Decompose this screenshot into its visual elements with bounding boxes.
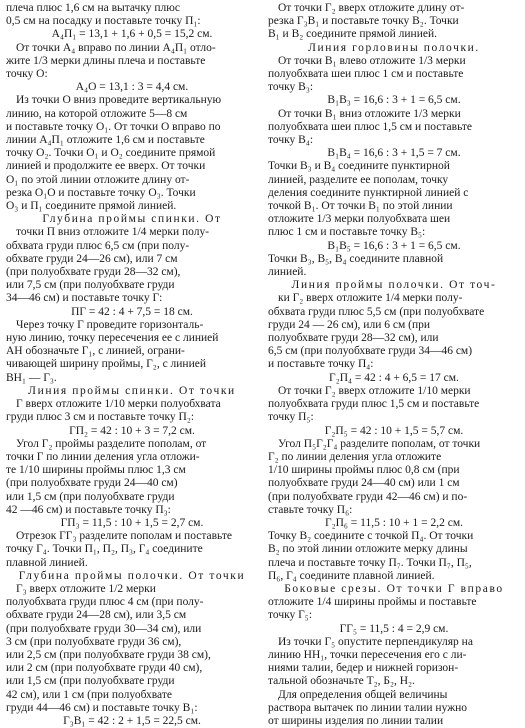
text-line: ниями талии, бедер и нижней горизон-	[268, 662, 459, 675]
text-line: или 7,5 см (при полуобхвате груди	[6, 279, 175, 292]
formula-line: ГГ₅ = 11,5 : 4 = 2,9 см.	[339, 622, 449, 635]
text-line: или 2,5 см (при полуобхвате груди 38 см),	[6, 648, 211, 661]
section-heading-line: Линия проймы спинки. От точки	[28, 384, 236, 397]
text-line: Из точки Г₅ опустите перпендикуляр на	[278, 635, 473, 648]
text-line: О₃ и П₁ соедините прямой линией.	[6, 200, 177, 213]
text-line: отложите 1/3 мерки полуобхвата шеи	[268, 213, 451, 226]
text-line: точку О:	[6, 68, 48, 81]
text-line: полуобхвата шеи плюс 1,5 см и поставьте	[268, 120, 473, 133]
text-line: груди 44—46 см) и поставьте точку В₁:	[6, 701, 198, 714]
text-line: 34—46 см) и поставьте точку Г:	[6, 292, 163, 305]
text-line: плавной линией.	[6, 556, 88, 569]
left-text-column	[6, 2, 258, 727]
formula-line: ПГ = 42 : 4 + 7,5 = 18 см.	[71, 305, 193, 318]
text-line: От точки Г₂ вверх отложите 1/10 мерки	[278, 384, 471, 397]
text-line: от ширины изделия по линии талии	[268, 714, 444, 727]
text-line: (при полуобхвате груди 42—46 см) и по-	[268, 490, 468, 503]
text-line: Через точку Г проведите горизонталь-	[16, 318, 204, 331]
text-line: П₆, Г₄ соедините плавной линией.	[268, 569, 435, 582]
text-line: точку Г₅:	[268, 609, 313, 622]
text-line: деления соедините пунктирной линией с	[268, 186, 469, 199]
text-line: груди плюс 3 см и поставьте точку П₂:	[6, 411, 195, 424]
text-line: АН обозначьте Г₁, с линией, ограни-	[6, 345, 185, 358]
text-line: линию НН₁, точки пересечения его с ли-	[268, 648, 467, 661]
text-line: Для определения общей величины	[278, 688, 448, 701]
text-line: линией, разделите ее пополам, точку	[268, 173, 449, 186]
text-line: В₁ и В₂ соедините прямой линией.	[268, 28, 437, 41]
text-line: полуобхвата груди плюс 4 см (при полу-	[6, 596, 204, 609]
text-line: ки Г₂ вверх отложите 1/4 мерки полу-	[278, 292, 463, 305]
section-heading-line: Глубина проймы спинки. От	[42, 213, 222, 226]
text-line: жите 1/3 мерки длины плеча и поставьте	[6, 54, 206, 67]
text-line: плеча плюс 1,6 см на вытачку плюс	[6, 2, 180, 14]
text-line: ВН₁ — Г₃.	[6, 371, 57, 384]
formula-line: В₁В₅ = 16,6 : 3 + 1 = 6,5 см.	[327, 239, 461, 252]
text-line: обхвата груди плюс 5,5 см (при полуобхвате	[268, 305, 485, 318]
text-line: резка Г₃В₁ и поставьте точку В₂. Точки	[268, 15, 459, 28]
text-line: точки Г по линии деления угла отложи-	[6, 450, 200, 463]
text-line: отложите 1/4 ширины проймы и поставьте	[268, 596, 477, 609]
text-line: линией и продолжите ее вверх. От точки	[6, 160, 206, 173]
text-line: точку О₂. Точки О₁ и О₂ соедините прямой	[6, 147, 216, 160]
formula-line: ГП₃ = 11,5 : 10 + 1,5 = 2,7 см.	[60, 516, 204, 529]
text-line: Г₂ по линии деления угла отложите	[268, 450, 442, 463]
section-heading-line: Глубина проймы полочки. От точки	[18, 569, 246, 582]
text-line: ную линию, точку пересечения ее с линией	[6, 332, 219, 345]
text-line: От точки А₄ вправо по линии А₄П₁ отло-	[16, 41, 216, 54]
formula-line: А₄П₁ = 13,1 + 1,6 + 0,5 = 15,2 см.	[51, 28, 213, 41]
text-line: Точку В₂ соедините с точкой П₄. От точки	[268, 530, 474, 543]
text-line: груди 24 — 26 см), или 6 см (при	[268, 318, 430, 331]
text-line: От точки В₁ влево отложите 1/3 мерки	[278, 54, 466, 67]
text-line: точку В₃:	[268, 81, 314, 94]
text-line: те 1/10 ширины проймы плюс 1,3 см	[6, 464, 186, 477]
text-line: плеча и поставьте точку П₇. Точки П₇, П₅,	[268, 556, 472, 569]
formula-line: Г₂П₅ = 42 : 10 + 1,5 = 5,7 см.	[324, 424, 464, 437]
text-line: О₁ по этой линии отложите длину от-	[6, 173, 190, 186]
text-line: точку П₅:	[268, 411, 314, 424]
text-line: и поставьте точку О₁. От точки О вправо по	[6, 120, 221, 133]
text-line: От точки Г₂ вверх отложите длину от-	[278, 2, 465, 14]
formula-line: В₁В₃ = 16,6 : 3 + 1 = 6,5 см.	[327, 94, 461, 107]
text-line: или 1,5 см (при полуобхвате груди	[6, 675, 175, 688]
formula-line: Г₂П₆ = 11,5 : 10 + 1 = 2,2 см.	[324, 516, 464, 529]
text-line: полуобхвата шеи плюс 1 см и поставьте	[268, 68, 464, 81]
text-line: Точки В₃, В₅, В₄ соедините плавной	[268, 252, 444, 265]
formula-line: Г₂П₄ = 42 : 4 + 6,5 = 17 см.	[329, 371, 459, 384]
text-line: Отрезок ГГ₃ разделите пополам и поставьте	[16, 530, 232, 543]
text-line: точку В₄:	[268, 134, 314, 147]
formula-line: Г₃В₁ = 42 : 2 + 1,5 = 22,5 см.	[63, 714, 201, 727]
text-line: Г вверх отложите 1/10 мерки полуобхвата	[16, 398, 221, 411]
text-line: Г₃ вверх отложите 1/2 мерки	[16, 582, 156, 595]
formula-line: В₁В₄ = 16,6 : 3 + 1,5 = 7 см.	[327, 147, 461, 160]
text-line: раствора вытачек по линии талии нужно	[268, 701, 468, 714]
text-line: полуобхвате груди 28—32 см), или	[268, 332, 439, 345]
text-line: 1/10 ширины проймы плюс 0,8 см (при	[268, 464, 460, 477]
text-line: полуобхвате груди 24—40 см) или 1 см	[268, 477, 460, 490]
section-heading-line: Боковые срезы. От точки Г вправо	[284, 582, 504, 595]
text-line: 3 см (при полуобхвате груди 36 см),	[6, 635, 182, 648]
text-line: точки П вниз отложите 1/4 мерки полу-	[16, 226, 210, 239]
text-line: линию, на которой отложите 5—8 см	[6, 107, 188, 120]
text-line: плюс 1 см и поставьте точку В₅:	[268, 226, 426, 239]
text-line: От точки В₁ вниз отложите 1/3 мерки	[278, 107, 461, 120]
text-line: Угол Г₂ проймы разделите пополам, от	[16, 437, 207, 450]
formula-line: ГП₂ = 42 : 10 + 3 = 7,2 см.	[69, 424, 195, 437]
text-line: ставьте точку П₆:	[268, 503, 353, 516]
text-line: или 2 см (при полуобхвате груди 40 см),	[6, 662, 203, 675]
text-line: (при полуобхвате груди 28—32 см),	[6, 266, 181, 279]
text-line: линии А₄П₁ отложите 1,6 см и поставьте	[6, 134, 205, 147]
text-line: тальной обозначьте Т₂, Б₂, Н₂.	[268, 675, 415, 688]
formula-line: А₄О = 13,1 : 3 = 4,4 см.	[75, 81, 189, 94]
text-line: (при полуобхвате груди 30—34 см), или	[6, 622, 202, 635]
section-heading-line: Линия проймы полочки. От точ-	[291, 279, 497, 292]
section-heading-line: Линия горловины полочки.	[308, 41, 480, 54]
text-line: Из точки О вниз проведите вертикальную	[16, 94, 222, 107]
text-line: обхвате груди 24—26 см), или 7 см	[6, 252, 178, 265]
right-text-column	[268, 2, 520, 727]
text-line: точку Г₄. Точки П₁, П₂, П₃, Г₄ соедините	[6, 543, 203, 556]
text-line: точкой В₁. От точки В₁ по этой линии	[268, 200, 453, 213]
text-line: В₂ по этой линии отложите мерку длины	[268, 543, 468, 556]
text-line: линией.	[268, 266, 307, 279]
text-line: Точки В₃ и В₄ соедините пунктирной	[268, 160, 450, 173]
text-line: 42 см), или 1 см (при полуобхвате	[6, 688, 172, 701]
text-line: Угол П₅Г₂Г₄ разделите пополам, от точки	[278, 437, 481, 450]
text-line: 6,5 см (при полуобхвате груди 34—46 см)	[268, 345, 473, 358]
text-line: обхвате груди 24—28 см), или 3,5 см	[6, 609, 187, 622]
text-line: 0,5 см на посадку и поставьте точку П₁:	[6, 15, 201, 28]
text-line: резка О₁О и поставьте точку О₃. Точки	[6, 186, 196, 199]
text-line: и поставьте точку П₄:	[268, 358, 374, 371]
text-line: (при полуобхвате груди 24—40 см)	[6, 477, 178, 490]
text-line: чивающей ширину проймы, Г₂, с линией	[6, 358, 207, 371]
text-line: обхвата груди плюс 6,5 см (при полу-	[6, 239, 190, 252]
text-line: полуобхвата груди плюс 1,5 см и поставьте	[268, 398, 480, 411]
text-line: 42 —46 см) и поставьте точку П₃:	[6, 503, 171, 516]
text-line: или 1,5 см (при полуобхвате груди	[6, 490, 175, 503]
